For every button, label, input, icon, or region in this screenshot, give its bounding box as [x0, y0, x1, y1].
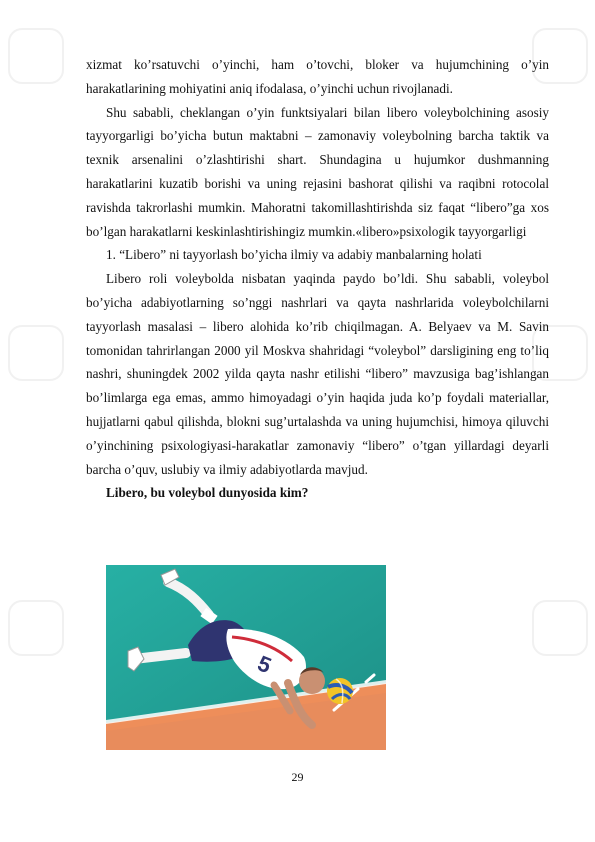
document-page — [86, 53, 549, 505]
paragraph-2: Shu sababli, cheklangan o’yin funktsiyalari bilan libero voleybolchining asosiy tayyorgarligi bo’yicha butun maktabni – zamonaviy voleybolning barcha taktik va texnik arsenalini o’zlashtirishi shart. Shundagina u hujumkor dushmanning harakatlarini kuzatib borishi va uning rejasini bashorat qilishi va raqibni rotocolal ravishda takrorlashi mumkin. Mahoratni takomillashtirishda siz faqat “libero”ga xos bo’lgan harakatlarni keskinlashtirishingiz mumkin.«libero»psixologik tayyorgarligi — [86, 104, 549, 239]
volleyball-libero-photo — [106, 565, 386, 750]
watermark-box — [8, 28, 64, 84]
page-number: 29 — [291, 770, 304, 784]
watermark-box — [8, 600, 64, 656]
watermark-box — [8, 325, 64, 381]
list-item-1: 1. “Libero” ni tayyorlash bo’yicha ilmiy va adabiy manbalarning holati — [106, 247, 482, 263]
watermark-box — [532, 600, 588, 656]
paragraph-3: Libero roli voleybolda nisbatan yaqinda paydo bo’ldi. Shu sababli, voleybol bo’yicha adabiyotlarning so’nggi nashrlari va qayta nashrlarida voleybolchilarni tayyorlash masalasi – libero alohida ko’rib chiqilmagan. A. Belyaev va M. Savin tomonidan tahrirlangan 2000 yil Moskva shahridagi “voleybol” darsligining eng to’liq nashri, shuningdek 2002 yilda qayta nashr etilishi “libero” mavzusiga bag’ishlangan bo’limlarga ega emas, ammo himoyadagi o’yin haqida juda ko’p foydali materiallar, hujjatlarni qabul qilishda, blokni sug’urtalashda va uning hujumchisi, himoya qiluvchi o’yinchining psixologiyasi-harakatlar zamonaviy “libero” o’tgan yillardagi deyarli barcha o’quv, uslubiy va ilmiy adabiyotlarda mavjud. — [86, 271, 549, 477]
jersey-number: 5 — [254, 650, 275, 679]
section-heading: Libero, bu voleybol dunyosida kim? — [106, 485, 309, 501]
paragraph-1: xizmat ko’rsatuvchi o’yinchi, ham o’tovchi, bloker va hujumchining o’yin harakatlarining mohiyatini aniq ifodalasa, o’yinchi uchun rivojlanadi. — [86, 57, 549, 96]
